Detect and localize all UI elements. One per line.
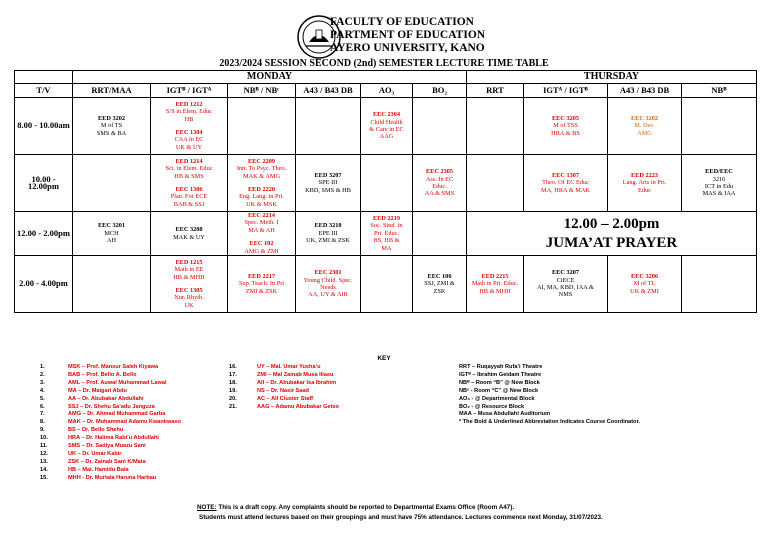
time-slot-row: [15, 155, 757, 212]
lecture-line: EED 3210: [314, 222, 342, 230]
key-number: 21.: [229, 403, 237, 410]
lecture-cell: [361, 256, 413, 313]
key-entry: [40, 404, 181, 412]
key-text: BAB – Prof. Bello A. Bello: [68, 371, 137, 378]
lecture-line: Young Child. Spec.: [303, 276, 353, 284]
lecture-cell: [682, 98, 757, 155]
key-entry: AO₃ - @ Departmental Block: [459, 395, 535, 402]
key-entry: [40, 396, 181, 404]
key-text: AMG – Dr. Ahmad Muhammad Garba: [68, 411, 166, 418]
lecture-line: AAG: [379, 133, 394, 141]
key-text: SMS – Dr. Sadiya Muazu Sani: [68, 443, 146, 450]
key-entry: [229, 388, 339, 396]
lecture-line: EEC 1307: [551, 171, 580, 179]
lecture-line: HB & MHH: [173, 273, 205, 281]
lecture-line: Plan. For ECE: [170, 193, 208, 201]
lecture-line: Pri. Educ.: [373, 229, 399, 237]
lecture-cell: [524, 155, 608, 212]
key-number: 19.: [229, 387, 237, 394]
lecture-line: Ass. In EC: [425, 175, 454, 183]
lecture-cell: [682, 155, 757, 212]
key-entry: RRT – Ruqayyah Rufa’i Theatre: [459, 364, 543, 370]
lecture-line: Soc. Stud. in: [370, 222, 403, 230]
lecture-line: EEC 3201: [97, 222, 126, 230]
lecture-line: AA, UY & AIR: [308, 291, 348, 299]
time-slot: 8.00 - 10.00am: [15, 98, 73, 155]
lecture-line: UK & MSK: [246, 200, 277, 208]
key-text: AC – All Cluster Staff: [257, 395, 314, 402]
key-entry: [40, 364, 181, 372]
lecture-line: S/S in Elem. Educ: [165, 108, 213, 116]
key-entry: [40, 411, 181, 419]
key-entry: [40, 435, 181, 443]
key-number: 11.: [40, 443, 48, 450]
lecture-line: UK: [184, 301, 194, 309]
key-entry: [40, 451, 181, 459]
lecture-line: EED 2219: [372, 215, 401, 222]
lecture-line: AH: [106, 237, 117, 245]
lecture-cell: [151, 256, 228, 313]
lecture-cell: [228, 256, 296, 313]
jumat-prayer-cell: [467, 212, 757, 256]
lecture-line: MA: [381, 244, 392, 252]
lecture-line: Nur. Rhyth.: [174, 294, 204, 302]
lecture-cell: [413, 256, 467, 313]
key-text: AA – Dr. Abubakar Abdullahi: [68, 395, 144, 402]
prayer-label: JUMA’AT PRAYER: [545, 234, 678, 251]
note-text-1: This is a draft copy. Any complaints should be reported to Departmental Exams Office (Room A47).: [216, 504, 515, 511]
lecture-line: MA & AH: [248, 226, 275, 234]
timetable: [14, 70, 757, 313]
draft-note: [197, 504, 514, 511]
key-text: MAK – Dr. Muhammad Adamu Kwankwaso: [68, 419, 181, 426]
lecture-line: EEC 1305: [175, 287, 203, 295]
key-number: 17.: [229, 371, 237, 378]
lecture-line: UK & UY: [175, 143, 203, 151]
key-entry: IGTᴮ – Ibrahim Geidam Theatre: [459, 371, 542, 378]
column-header: AO₃: [361, 84, 413, 98]
column-header: A43 / B43 DB: [296, 84, 361, 98]
lecture-cell: [296, 212, 361, 256]
key-number: 8.: [40, 419, 45, 426]
lecture-cell: [524, 98, 608, 155]
lecture-line: EEC 1306: [175, 186, 203, 193]
key-number: 4.: [40, 387, 45, 394]
lecture-line: ICT in Edu: [704, 183, 734, 190]
time-slot-row: [15, 98, 757, 155]
key-lecturers-1: [40, 364, 181, 483]
key-text: SSJ – Dr. Shehu Sa’adu Janguza: [68, 403, 155, 410]
column-header-row: [15, 84, 757, 98]
lecture-cell: [228, 155, 296, 212]
lecture-cell: [524, 256, 608, 313]
lecture-line: EED 1212: [175, 100, 203, 108]
day-monday: MONDAY: [73, 71, 467, 84]
key-number: 14.: [40, 466, 48, 473]
time-slot: 10.00 - 12.00pm: [15, 155, 73, 212]
lecture-cell: [73, 256, 151, 313]
lecture-line: KBD, SMS & HB: [305, 186, 351, 194]
lecture-line: HB & MHH: [479, 287, 511, 295]
time-slot-row: [15, 256, 757, 313]
column-header: IGTᴬ / IGTᴮ: [524, 84, 608, 98]
key-text: BS – Dr. Bello Shehu: [68, 427, 124, 434]
column-header: NBᴮ / NBᶜ: [228, 84, 296, 98]
column-header: A43 / B43 DB: [608, 84, 682, 98]
lecture-line: EEC 2209: [247, 157, 276, 165]
lecture-line: Educ: [638, 186, 651, 194]
lecture-line: ZMI & ZSK: [245, 287, 278, 295]
key-number: 20.: [229, 395, 237, 402]
key-entry: BO₂ - @ Resource Block: [459, 403, 525, 410]
key-number: 10.: [40, 435, 48, 442]
key-entry: [40, 443, 181, 451]
lecture-cell: [608, 256, 682, 313]
lecture-line: Sci. in Elem. Educ: [165, 165, 213, 173]
column-header: IGTᴮ / IGTᴬ: [151, 84, 228, 98]
lecture-line: EEC 102: [249, 240, 274, 248]
lecture-cell: [467, 155, 524, 212]
key-entry: * The Bold & Underlined Abbreviation Indicates Course Coordinator.: [459, 419, 640, 426]
key-text: UY – Mal. Umar Yusha’u: [257, 364, 321, 370]
prayer-time: 12.00 – 2.00pm: [563, 215, 660, 232]
lecture-cell: [151, 98, 228, 155]
lecture-line: Needs: [320, 284, 336, 292]
lecture-cell: [682, 256, 757, 313]
key-text: AML – Prof. Auwal Muhammad Lawal: [68, 379, 167, 386]
key-entry: [40, 388, 181, 396]
key-entry: [40, 475, 181, 483]
key-text: ZMI – Mal Zainab Musa Iliasu: [257, 371, 334, 378]
key-number: 16.: [229, 364, 237, 370]
lecture-line: EED/EEC: [705, 168, 733, 176]
key-entry: [229, 404, 339, 412]
lecture-line: EEC 3208: [175, 226, 203, 234]
lecture-line: AMG: [637, 129, 652, 137]
key-entry: [40, 459, 181, 467]
day-header-row: [15, 71, 757, 84]
key-text: AAG – Adamu Abubakar Getso: [257, 403, 339, 410]
lecture-cell: [467, 256, 524, 313]
lecture-cell: [361, 212, 413, 256]
key-number: 6.: [40, 403, 45, 410]
key-text: HB – Mal. Hamidu Bala: [68, 466, 129, 473]
key-number: 9.: [40, 427, 45, 434]
session-title: 2023/2024 SESSION SECOND (2nd) SEMESTER LECTURE TIME TABLE: [219, 58, 549, 69]
key-number: 7.: [40, 411, 45, 418]
column-header: T/V: [15, 84, 73, 98]
lecture-line: ZSK: [433, 287, 446, 295]
lecture-line: SPE III: [318, 179, 338, 187]
lecture-line: Lang. Arts in Pri.: [622, 179, 667, 187]
lecture-line: EEC 2301: [314, 269, 342, 277]
lecture-line: M of TS: [100, 122, 123, 130]
lecture-line: CAA in EC: [174, 136, 204, 144]
lecture-line: EED 3202: [97, 114, 126, 122]
column-header: RRT/MAA: [73, 84, 151, 98]
lecture-line: EEC 2304: [372, 111, 401, 119]
key-entry: [40, 372, 181, 380]
attendance-note: Students must attend lectures based on their groupings and must have 75% attendance. Lectures commence next Monday, 31/07/2023.: [199, 514, 603, 521]
lecture-line: MAS & IAA: [702, 190, 736, 198]
key-number: 12.: [40, 450, 48, 457]
lecture-cell: [296, 256, 361, 313]
key-number: 13.: [40, 458, 48, 465]
lecture-cell: [296, 155, 361, 212]
key-text: UK – Dr. Umar Kabir: [68, 450, 122, 457]
lecture-line: UK & ZMI: [630, 287, 659, 295]
lecture-line: NMS: [558, 291, 573, 299]
lecture-line: CiECE: [556, 276, 575, 284]
lecture-line: Math in Pri. Educ.: [471, 280, 519, 288]
key-text: HRA – Dr. Halima Rabi’u Abdullahi: [68, 435, 159, 442]
lecture-cell: [413, 212, 467, 256]
lecture-cell: [413, 98, 467, 155]
lecture-line: HB: [184, 115, 194, 123]
lecture-line: EEC 3207: [551, 269, 580, 277]
key-lecturers-2: [229, 364, 339, 411]
lecture-line: AA & SMS: [424, 190, 455, 198]
lecture-line: Sup. Teach. In Pri: [238, 280, 285, 288]
key-entry: [229, 372, 339, 380]
lecture-line: Theo. Of EC Educ: [542, 179, 589, 187]
key-entry: [40, 419, 181, 427]
lecture-line: EEC 1304: [175, 129, 203, 136]
lecture-line: Spec. Meth. I: [244, 219, 279, 227]
lecture-line: EED 2215: [481, 272, 509, 280]
key-text: AII – Dr. Abubakar Isa Ibrahim: [257, 379, 337, 386]
column-header: RRT: [467, 84, 524, 98]
lecture-cell: [73, 155, 151, 212]
column-header: BO₂: [413, 84, 467, 98]
key-entry: NBᴮ – Room “B” @ New Block: [459, 379, 540, 386]
key-entry: [40, 380, 181, 388]
lecture-line: EED 2223: [630, 171, 659, 179]
lecture-line: EED 1214: [175, 157, 203, 165]
key-number: 5.: [40, 395, 45, 402]
lecture-cell: [73, 98, 151, 155]
lecture-line: M of TL: [633, 280, 656, 288]
lecture-line: SSJ, ZMI &: [424, 280, 455, 288]
lecture-line: EED 3207: [314, 171, 342, 179]
key-entry: [40, 427, 181, 435]
key-entry: [229, 396, 339, 404]
key-entry: [40, 467, 181, 475]
lecture-line: Educ.: [432, 183, 447, 190]
lecture-line: EED 1215: [175, 258, 203, 266]
lecture-line: MAK & AMG: [242, 172, 281, 180]
lecture-line: 3216: [712, 175, 726, 183]
lecture-line: Intr. To Psyc. Theo.: [236, 165, 287, 173]
lecture-line: BS, HB &: [373, 237, 400, 245]
key-number: 3.: [40, 379, 45, 386]
key-number: 2.: [40, 371, 45, 378]
key-text: MA – Dr. Maigari Abdu: [68, 387, 127, 394]
lecture-cell: [608, 155, 682, 212]
lecture-line: M. Dev.: [634, 122, 655, 130]
lecture-line: EEC 2305: [425, 168, 454, 176]
key-text: ZSK – Dr. Zainab Sani K/Mata: [68, 458, 146, 465]
time-slot: 12.00 - 2.00pm: [15, 212, 73, 256]
lecture-line: M of TSS: [553, 122, 578, 130]
lecture-cell: [151, 155, 228, 212]
lecture-line: MAK & UY: [173, 233, 205, 241]
lecture-cell: [361, 98, 413, 155]
lecture-line: EEC 3205: [551, 114, 580, 122]
lecture-cell: [608, 98, 682, 155]
key-number: 18.: [229, 379, 237, 386]
lecture-cell: [467, 98, 524, 155]
lecture-line: AI, MA, KBD, IAA &: [537, 284, 594, 292]
lecture-line: EEC 106: [427, 272, 452, 280]
key-text: NS – Dr. Nasir Saad: [257, 387, 309, 394]
lecture-line: Child Health: [370, 118, 403, 126]
lecture-line: AMG & ZMI: [244, 247, 279, 255]
key-entry: MAA – Musa Abdullahi Auditorium: [459, 411, 551, 418]
day-thursday: THURSDAY: [467, 71, 757, 84]
time-slot-row: [15, 212, 757, 256]
key-text: MHH - Dr. Murtala Haruna Harbau: [68, 474, 157, 481]
lecture-cell: [151, 212, 228, 256]
key-title: KEY: [377, 355, 391, 362]
lecture-line: EEC 2214: [247, 212, 276, 219]
lecture-line: EEC 3206: [630, 272, 659, 280]
lecture-cell: [228, 212, 296, 256]
lecture-cell: [413, 155, 467, 212]
lecture-line: HB & SMS: [174, 172, 204, 180]
key-venues: [459, 364, 640, 427]
note-label: NOTE:: [197, 504, 217, 511]
faculty-title: FACULTY OF EDUCATION: [330, 16, 474, 28]
lecture-cell: [73, 212, 151, 256]
lecture-cell: [361, 155, 413, 212]
lecture-cell: [228, 98, 296, 155]
lecture-line: & Care in EC: [369, 126, 404, 133]
lecture-line: EED 2220: [247, 186, 276, 193]
key-number: 1.: [40, 364, 45, 370]
university-title: AYERO UNIVERSITY, KANO: [330, 42, 485, 54]
key-text: MSK – Prof. Mansur Saleh Kiyawa: [68, 364, 159, 370]
lecture-line: EEC 3202: [630, 114, 659, 122]
lecture-line: Math in EE: [174, 266, 204, 274]
key-number: 15.: [40, 474, 48, 481]
lecture-line: BAB & SSJ: [173, 200, 205, 208]
time-slot: 2.00 - 4.00pm: [15, 256, 73, 313]
key-entry: [229, 380, 339, 388]
lecture-line: MA, HRA & MAK: [541, 186, 590, 194]
lecture-line: HRA & BS: [551, 129, 580, 137]
lecture-cell: [296, 98, 361, 155]
key-entry: [229, 364, 339, 372]
lecture-line: SMS & BA: [96, 129, 127, 137]
lecture-line: MCH: [104, 229, 119, 237]
key-entry: NBᶜ - Room “C” @ New Block: [459, 387, 539, 394]
column-header: NBᴮ: [682, 84, 757, 98]
lecture-line: EED 2217: [247, 272, 276, 280]
lecture-line: Eng. Lang. in Pri.: [239, 193, 284, 201]
lecture-line: UK, ZMI & ZSK: [306, 237, 350, 245]
lecture-line: EPE III: [318, 229, 338, 237]
department-title: PARTMENT OF EDUCATION: [330, 29, 486, 41]
